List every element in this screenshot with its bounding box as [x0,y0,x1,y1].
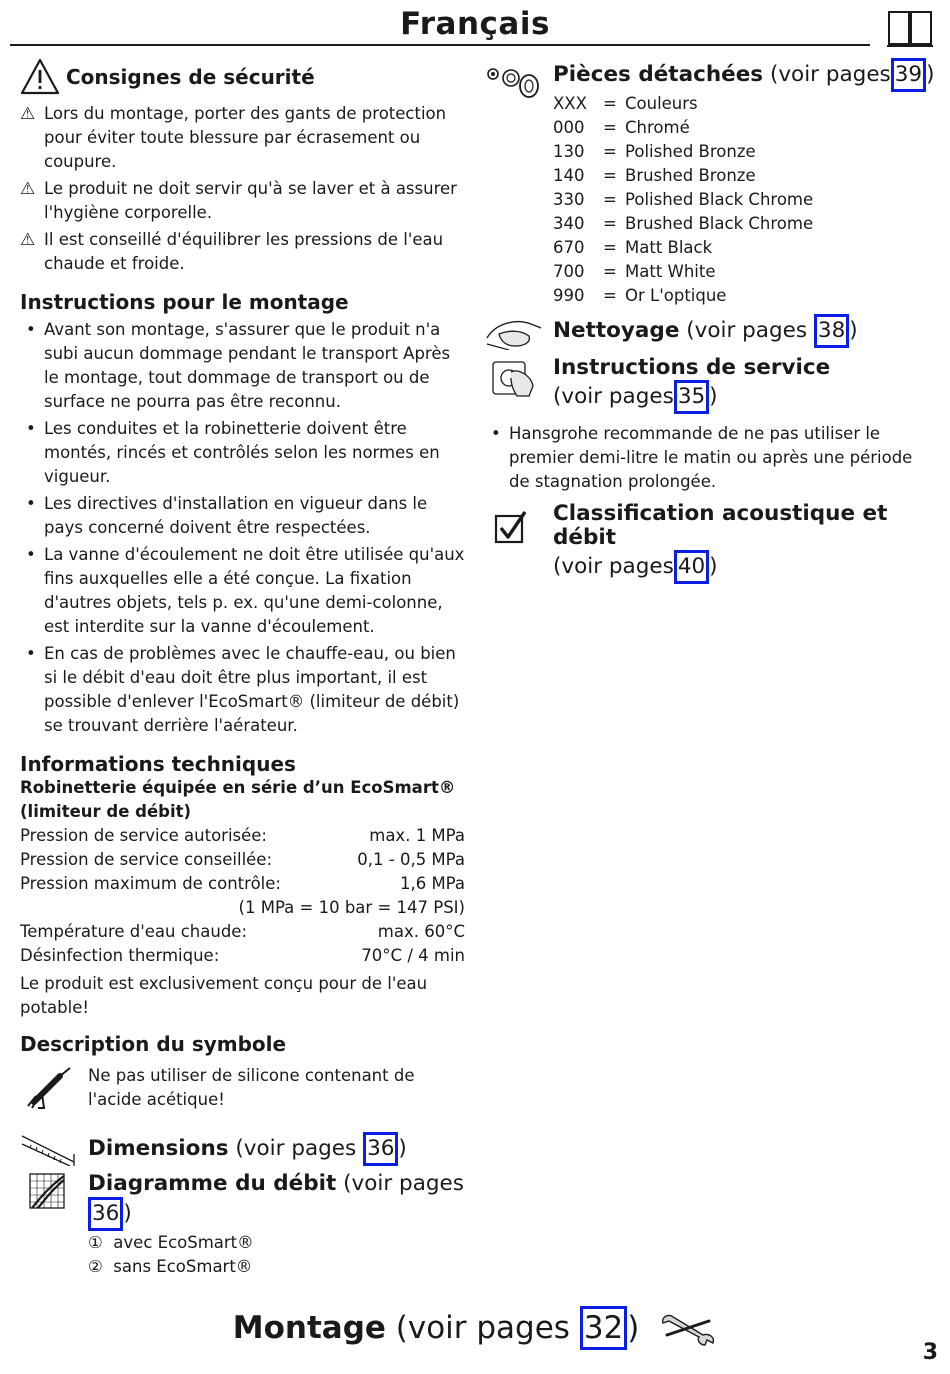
page-ref-link[interactable]: 32 [580,1306,627,1350]
safety-title: Consignes de sécurité [66,65,315,89]
safety-item: ⚠ Il est conseillé d'équilibrer les pressions de l'eau chaude et froide. [20,230,444,273]
service-hand-icon [489,358,537,398]
service-row: Instructions de service (voir pages 35 ) [485,356,935,414]
parts-list [553,92,935,308]
spec-row: Pression maximum de contrôle: 1,6 MPa [20,874,465,893]
list-item: 130 = Polished Bronze [553,142,756,161]
list-item: 330 = Polished Black Chrome [553,190,814,209]
service-title: Instructions de service [553,355,831,380]
safety-heading [20,58,465,96]
page-title: Français [400,6,550,42]
tech-subtitle: Robinetterie équipée en série d’un EcoSmart® (limiteur de débit) [20,778,456,821]
list-item: 340 = Brushed Black Chrome [553,214,814,233]
header-rule [10,44,870,46]
acoustic-row: Classification acoustique et débit (voir pages 40 ) [485,502,935,584]
page-number: 3 [922,1340,938,1365]
flow-row: Diagramme du débit (voir pages36 ) ① avec EcoSmart® ② sans EcoSmart® [20,1172,465,1279]
warning-small-icon: ⚠ [20,179,36,199]
symbol-title: Description du symbole [20,1032,287,1056]
service-notes [485,422,935,494]
list-item: 140 = Brushed Bronze [553,166,756,185]
safety-item: ⚠ Le produit ne doit servir qu'à se laver et à assurer l'hygiène corporelle. [20,179,457,222]
spec-row: Pression de service conseillée: 0,1 - 0,5 MPa [20,850,465,869]
cleaning-hand-icon [485,314,543,350]
flow-legend-item: ① avec EcoSmart® [88,1233,254,1252]
spec-row: Température d'eau chaude: max. 60°C [20,922,465,941]
dimensions-title: Dimensions [88,1136,229,1161]
spec-row: (1 MPa = 10 bar = 147 PSI) [238,898,465,917]
list-item: XXX = Couleurs [553,94,698,113]
tech-title: Informations techniques [20,752,296,776]
safety-item: ⚠ Lors du montage, porter des gants de protection pour éviter toute blessure par écrasement ou coupure. [20,104,447,171]
flow-legend-item: ② sans EcoSmart® [88,1257,253,1276]
list-item: • Hansgrohe recommande de ne pas utiliser le premier demi-litre le matin ou après une période de stagnation prolongée. [485,422,935,494]
list-item: • La vanne d'écoulement ne doit être utilisée qu'aux fins auxquelles elle a été conçue. La fixation d'autres objets, tels p. ex. qu'une demi-colonne, est interdite sur la vanne d'écoulement. [20,543,465,639]
list-item: 000 = Chromé [553,118,690,137]
flow-diagram-icon [28,1172,68,1212]
dimensions-ruler-icon [20,1132,76,1166]
open-book-icon [886,8,934,48]
checkbox-icon [493,510,529,544]
list-item: • Avant son montage, s'assurer que le produit n'a subi aucun dommage pendant le transport Après le montage, tout dommage de transport ou de surface ne pourra pas être reconnu. [20,318,465,414]
dimensions-row: Dimensions (voir pages 36 ) [20,1132,465,1166]
spec-row: Désinfection thermique: 70°C / 4 min [20,946,465,965]
install-list [20,318,465,738]
warning-small-icon: ⚠ [20,230,36,250]
wrench-icon [659,1313,717,1347]
cleaning-row: Nettoyage (voir pages 38 ) [485,314,935,348]
list-item: • Les directives d'installation en vigueur dans le pays concerné doivent être respectées. [20,492,465,540]
symbol-row [20,1064,465,1114]
footer-title: Montage [232,1310,386,1346]
list-item: • Les conduites et la robinetterie doivent être montés, rincés et contrôlés selon les normes en vigueur. [20,417,465,489]
spec-row: Pression de service autorisée: max. 1 MPa [20,826,465,845]
list-item: • En cas de problèmes avec le chauffe-eau, ou bien si le débit d'eau doit être plus important, il est possible d'enlever l'EcoSmart® (limiteur de débit) se trouvant derrière l'aérateur. [20,642,465,738]
parts-section: Pièces détachées (voir pages 39 ) XXX = Couleurs 000 = Chromé 130 = Polished Bronze 140 = Brushed Bronze 330 = Polished Black Chrome 340 = Brushed Black Chrome 670 = Matt Black 700 = Matt White 990 = Or L'optique [485,58,935,308]
page-ref-link[interactable]: 40 [674,550,709,584]
silicone-gun-icon [24,1066,74,1110]
install-title: Instructions pour le montage [20,290,349,314]
warning-triangle-icon [20,58,60,96]
cleaning-title: Nettoyage [553,318,680,343]
list-item: 700 = Matt White [553,262,716,281]
page-ref-link[interactable]: 36 [363,1132,398,1166]
footer-montage: Montage (voir pages 32 ) [0,1306,950,1350]
page-ref-link[interactable]: 35 [674,380,709,414]
acoustic-title: Classification acoustique et débit [553,501,888,550]
symbol-text: Ne pas utiliser de silicone contenant de l'acide acétique! [88,1066,415,1109]
right-column [485,58,935,584]
list-item: 670 = Matt Black [553,238,713,257]
page-ref-link[interactable]: 38 [814,314,849,348]
left-column [20,58,465,1279]
page-ref-link[interactable]: 36 [88,1197,123,1231]
tech-specs [20,824,465,968]
parts-title: Pièces détachées [553,62,764,87]
tech-note: Le produit est exclusivement conçu pour de l'eau potable! [20,974,428,1017]
list-item: 990 = Or L'optique [553,286,727,305]
page-ref-link[interactable]: 39 [891,58,926,92]
flow-title: Diagramme du débit [88,1171,337,1196]
warning-small-icon: ⚠ [20,104,36,124]
spare-parts-icon [485,64,541,100]
